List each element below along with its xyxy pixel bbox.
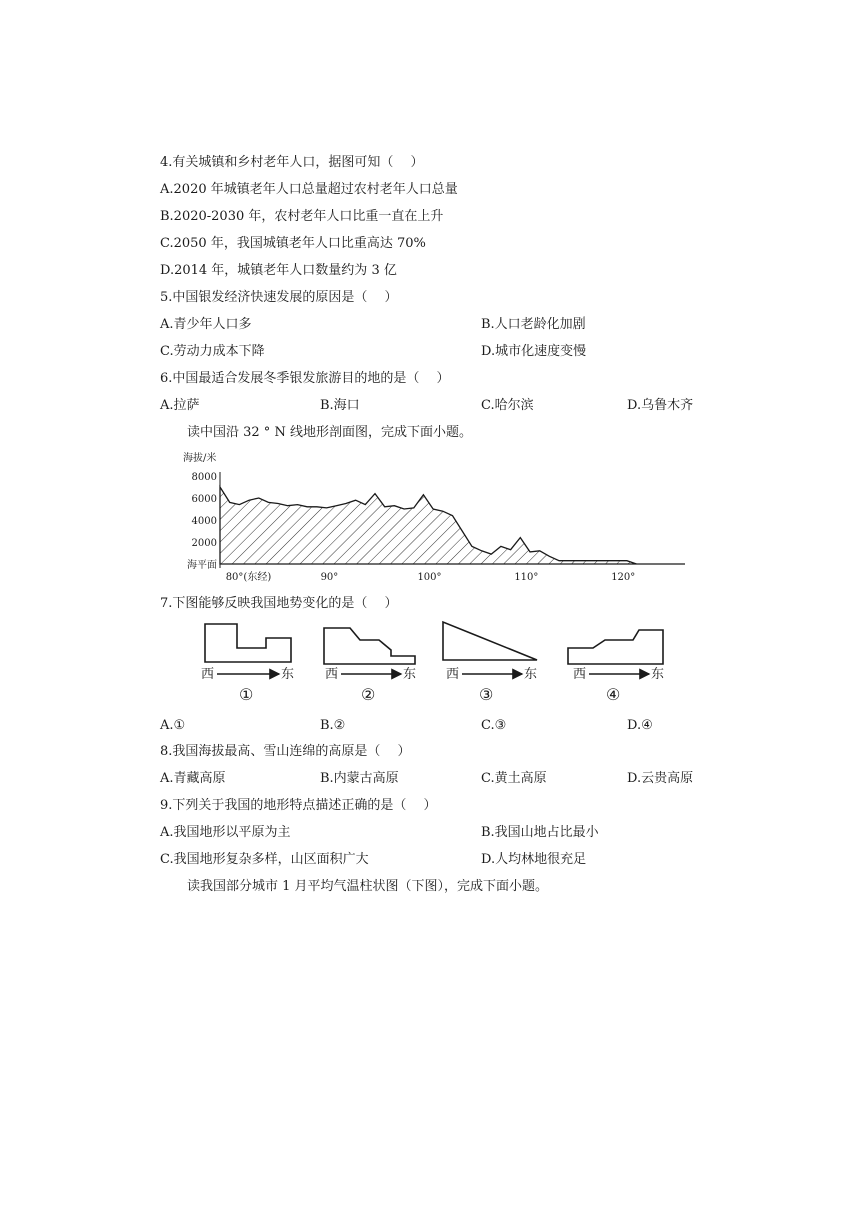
q4-option-c: C.2050 年，我国城镇老年人口比重高达 70% <box>160 236 426 251</box>
q7-option-b: B.② <box>320 718 346 733</box>
east-label: 东 <box>403 667 417 682</box>
profile-xtick-label: 100° <box>417 572 442 583</box>
q7-stem: 7.下图能够反映我国地势变化的是（ ） <box>160 596 398 611</box>
option-3-label: ③ <box>479 685 494 704</box>
q7-option-d: D.④ <box>627 718 653 733</box>
profile-ytick-label: 海平面 <box>187 560 217 571</box>
q6-option-c: C.哈尔滨 <box>481 398 534 413</box>
terrain-profile-chart <box>180 446 690 586</box>
q7-option-c: C.③ <box>481 718 507 733</box>
temperature-intro: 读我国部分城市 1 月平均气温柱状图（下图），完成下面小题。 <box>187 879 549 894</box>
profile-xtick-label: 120° <box>611 572 636 583</box>
q5-option-a: A.青少年人口多 <box>160 317 252 332</box>
q9-option-a: A.我国地形以平原为主 <box>160 825 291 840</box>
q6-option-a: A.拉萨 <box>160 398 200 413</box>
terrain-options-diagram <box>195 618 675 710</box>
profile-ytick-label: 6000 <box>191 494 217 505</box>
q5-option-c: C.劳动力成本下降 <box>160 344 265 359</box>
q6-option-d: D.乌鲁木齐 <box>627 398 694 413</box>
option-1-diagram <box>201 624 294 704</box>
q7-option-a: A.① <box>160 718 186 733</box>
q9-option-c: C.我国地形复杂多样，山区面积广大 <box>160 852 369 867</box>
east-label: 东 <box>651 667 665 682</box>
option-2-label: ② <box>361 685 376 704</box>
west-label: 西 <box>446 667 460 682</box>
q5-stem: 5.中国银发经济快速发展的原因是（ ） <box>160 290 398 305</box>
q6-stem: 6.中国最适合发展冬季银发旅游目的地的是（ ） <box>160 371 450 386</box>
profile-intro: 读中国沿 32 ° N 线地形剖面图，完成下面小题。 <box>187 425 472 440</box>
q4-stem: 4.有关城镇和乡村老年人口，据图可知（ ） <box>160 155 424 170</box>
profile-ytick-label: 2000 <box>191 538 217 549</box>
q8-option-b: B.内蒙古高原 <box>320 771 399 786</box>
q8-option-c: C.黄土高原 <box>481 771 547 786</box>
q5-option-d: D.城市化速度变慢 <box>481 344 587 359</box>
profile-ytick-label: 4000 <box>191 516 217 527</box>
terrain-area <box>220 487 685 564</box>
west-label: 西 <box>325 667 339 682</box>
option-2-diagram <box>324 628 416 704</box>
profile-ytick-label: 8000 <box>191 472 217 483</box>
q4-option-a: A.2020 年城镇老年人口总量超过农村老年人口总量 <box>160 182 458 197</box>
profile-ylabel: 海拔/米 <box>183 453 217 464</box>
q6-option-b: B.海口 <box>320 398 360 413</box>
option-1-label: ① <box>239 685 254 704</box>
east-label: 东 <box>524 667 538 682</box>
q4-option-b: B.2020-2030 年，农村老年人口比重一直在上升 <box>160 209 444 224</box>
option-4-label: ④ <box>606 685 621 704</box>
profile-xtick-label: 90° <box>320 572 339 583</box>
option-3-diagram <box>443 622 537 704</box>
q9-stem: 9.下列关于我国的地形特点描述正确的是（ ） <box>160 798 437 813</box>
profile-xtick-label: 110° <box>514 572 539 583</box>
west-label: 西 <box>201 667 215 682</box>
q8-option-a: A.青藏高原 <box>160 771 226 786</box>
q9-option-d: D.人均林地很充足 <box>481 852 587 867</box>
option-4-diagram <box>568 630 664 704</box>
q4-option-d: D.2014 年，城镇老年人口数量约为 3 亿 <box>160 263 397 278</box>
profile-xtick-label: 80°(东经) <box>225 572 272 583</box>
q9-option-b: B.我国山地占比最小 <box>481 825 599 840</box>
q8-option-d: D.云贵高原 <box>627 771 694 786</box>
q8-stem: 8.我国海拔最高、雪山连绵的高原是（ ） <box>160 744 411 759</box>
east-label: 东 <box>281 667 295 682</box>
q5-option-b: B.人口老龄化加剧 <box>481 317 586 332</box>
west-label: 西 <box>573 667 587 682</box>
